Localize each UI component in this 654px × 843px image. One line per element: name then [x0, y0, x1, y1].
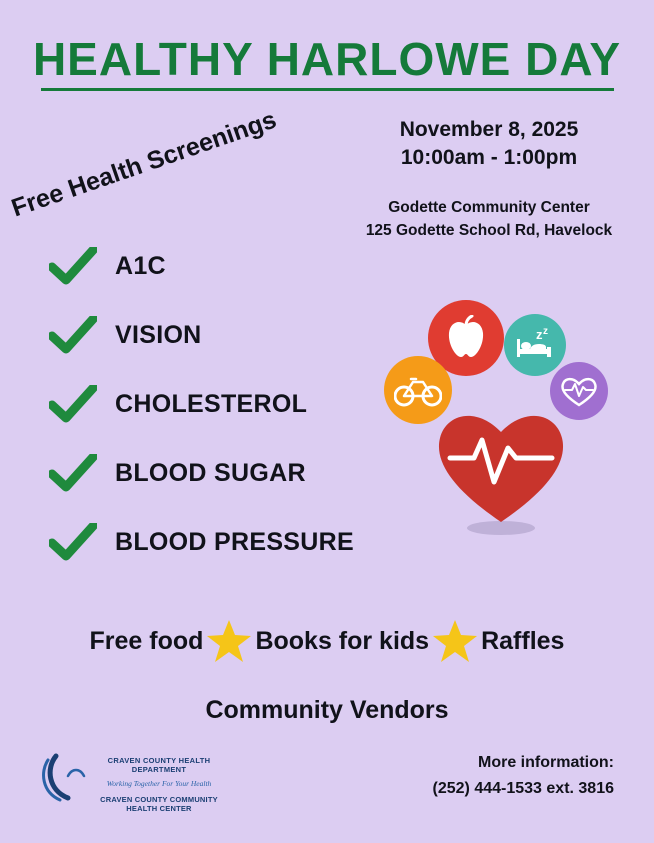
screening-label: BLOOD PRESSURE	[115, 528, 354, 556]
health-department-logo	[38, 746, 228, 813]
screening-label: BLOOD SUGAR	[115, 459, 306, 487]
check-icon	[45, 385, 101, 425]
community-vendors: Community Vendors	[205, 696, 449, 724]
list-item	[45, 232, 425, 301]
list-item	[45, 301, 425, 370]
list-item	[45, 439, 425, 508]
check-icon	[45, 454, 101, 494]
venue-address: 125 Godette School Rd, Havelock	[365, 222, 613, 240]
title-underline	[41, 88, 614, 91]
screening-label: A1C	[115, 252, 166, 280]
star-icon	[431, 618, 479, 664]
screenings-heading: Free Health Screenings	[8, 105, 280, 223]
contact-label: More information:	[478, 754, 614, 771]
check-icon	[45, 523, 101, 563]
screening-label: CHOLESTEROL	[115, 390, 308, 418]
check-icon	[45, 247, 101, 287]
perk-food: Free food	[89, 626, 204, 655]
logo-line-2: Working Together For Your Health	[106, 779, 212, 788]
svg-text:z: z	[536, 327, 543, 342]
event-time: 10:00am - 1:00pm	[400, 146, 578, 170]
page-title: HEALTHY HARLOWE DAY	[32, 33, 622, 85]
perk-books: Books for kids	[255, 626, 430, 655]
event-date: November 8, 2025	[399, 118, 579, 141]
contact-phone: (252) 444-1533 ext. 3816	[432, 779, 614, 797]
star-icon	[205, 618, 253, 664]
svg-text:z: z	[543, 326, 548, 337]
screenings-list	[45, 232, 425, 577]
event-datetime	[334, 116, 644, 173]
logo-line-3: CRAVEN COUNTY COMMUNITY HEALTH CENTER	[100, 795, 218, 813]
perk-raffles: Raffles	[481, 626, 565, 655]
list-item	[45, 370, 425, 439]
heart-icon	[426, 398, 576, 538]
screening-label: VISION	[115, 321, 202, 349]
perks-line	[0, 618, 654, 664]
logo-text-block	[84, 746, 234, 813]
contact-block	[314, 750, 614, 801]
sleep-icon	[504, 314, 566, 376]
list-item	[45, 508, 425, 577]
logo-line-1: CRAVEN COUNTY HEALTH DEPARTMENT	[107, 756, 211, 774]
health-illustration	[378, 296, 608, 546]
check-icon	[45, 316, 101, 356]
venue-name: Godette Community Center	[388, 199, 590, 216]
